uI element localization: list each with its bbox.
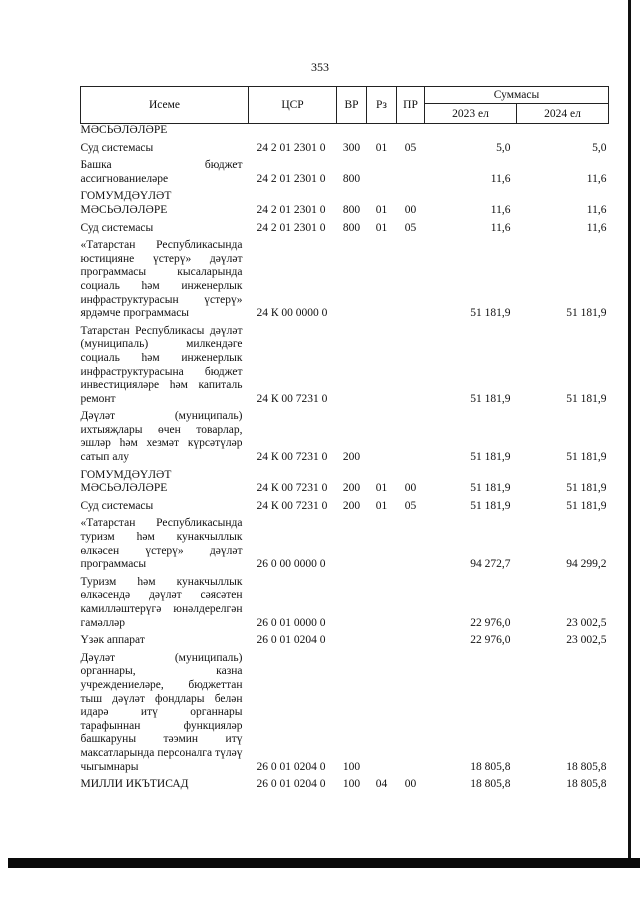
row-amount-2023 (425, 124, 517, 138)
row-amount-2023: 18 805,8 (470, 760, 511, 773)
header-year-2023: 2023 ел (425, 104, 517, 124)
row-vr (337, 321, 367, 407)
row-rz (367, 572, 397, 630)
row-pr (397, 648, 425, 774)
row-csr: 26 0 01 0000 0 (256, 616, 326, 629)
row-name: Татарстан Республикасы дәүләт (муниципаль) милкендәге социаль һәм инженерлык инфраструктурасына бюджет инвестицияләре һәм капиталь ремонт (80, 324, 243, 405)
table-header (81, 87, 609, 124)
row-csr: 24 К 00 7231 0 (256, 482, 328, 495)
row-pr (397, 155, 425, 186)
row-pr: 00 (404, 203, 417, 216)
row-pr: 00 (404, 482, 417, 495)
row-name: Үзәк аппарат (80, 634, 145, 647)
row-amount-2024: 94 299,2 (566, 558, 607, 571)
row-rz (367, 630, 397, 648)
row-name: «Татарстан Республикасында туризм һәм кунакчыллык өлкәсен үстерү» дәүләт программасы (80, 517, 243, 571)
row-rz: 01 (375, 141, 388, 154)
row-amount-2024: 11,6 (586, 221, 607, 234)
row-csr: 24 2 01 2301 0 (256, 221, 326, 234)
table-row (81, 465, 609, 496)
row-name: МӘСЬӘЛӘЛӘРЕ (80, 124, 168, 136)
scan-bottom-bar (8, 858, 640, 868)
table-row (81, 513, 609, 571)
row-amount-2023: 18 805,8 (470, 778, 511, 791)
row-amount-2024: 18 805,8 (566, 760, 607, 773)
row-vr: 100 (342, 760, 361, 773)
row-pr: 05 (404, 141, 417, 154)
header-name: Исеме (81, 87, 249, 124)
row-rz (367, 648, 397, 774)
table-row (81, 648, 609, 774)
row-rz (367, 235, 397, 321)
row-rz (367, 513, 397, 571)
row-pr (397, 513, 425, 571)
row-amount-2023: 11,6 (490, 203, 511, 216)
row-vr (337, 513, 367, 571)
row-amount-2024 (517, 124, 609, 138)
row-csr: 24 К 00 7231 0 (256, 392, 328, 405)
row-name: Дәүләт (муниципаль) органнары, казна учреждениеләре, бюджеттан тыш дәүләт фондлары белән идарә итү органнары тарафыннан функцияләр башкаруны тәэмин итү максатларында персоналга түләү чыгымнары (80, 651, 243, 773)
budget-table (80, 86, 609, 792)
row-vr: 200 (342, 482, 361, 495)
row-name: Суд системасы (80, 141, 154, 154)
row-vr: 100 (342, 778, 361, 791)
row-amount-2023: 51 181,9 (470, 392, 511, 405)
table-row (81, 155, 609, 186)
row-amount-2023: 11,6 (490, 172, 511, 185)
row-rz: 01 (375, 482, 388, 495)
row-amount-2023: 94 272,7 (470, 558, 511, 571)
row-name: ГОМУМДӘҮЛӘТ МӘСЬӘЛӘЛӘРЕ (80, 190, 172, 216)
row-csr: 24 2 01 2301 0 (256, 141, 326, 154)
row-amount-2024: 51 181,9 (566, 482, 607, 495)
header-sum: Суммасы (425, 87, 609, 104)
table-row (81, 572, 609, 630)
row-rz: 01 (375, 203, 388, 216)
row-vr: 800 (342, 203, 361, 216)
row-pr (397, 406, 425, 464)
row-csr: 26 0 00 0000 0 (256, 558, 326, 571)
row-csr: 26 0 01 0204 0 (256, 760, 326, 773)
row-pr: 00 (404, 778, 417, 791)
table-row (81, 218, 609, 236)
row-csr (249, 124, 337, 138)
row-rz: 01 (375, 221, 388, 234)
row-vr (337, 235, 367, 321)
row-amount-2023: 22 976,0 (470, 634, 511, 647)
row-amount-2023: 51 181,9 (470, 482, 511, 495)
row-amount-2024: 23 002,5 (566, 616, 607, 629)
table-row (81, 630, 609, 648)
row-amount-2023: 5,0 (496, 141, 511, 154)
row-pr (397, 630, 425, 648)
row-amount-2024: 18 805,8 (566, 778, 607, 791)
table-row (81, 138, 609, 156)
table-row (81, 124, 609, 138)
row-rz: 01 (375, 499, 388, 512)
table-row (81, 321, 609, 407)
row-csr: 26 0 01 0204 0 (256, 634, 326, 647)
table-row (81, 235, 609, 321)
row-amount-2024: 51 181,9 (566, 392, 607, 405)
row-amount-2023: 51 181,9 (470, 451, 511, 464)
table-body (81, 124, 609, 792)
row-name: Туризм һәм кунакчыллык өлкәсендә дәүләт сәясәтен камилләштерүгә юнәлдерелгән гамәлләр (80, 575, 243, 629)
row-rz (367, 155, 397, 186)
row-amount-2024: 51 181,9 (566, 451, 607, 464)
row-name: Башка бюджет ассигнованиеләре (80, 159, 243, 185)
header-rz: Рз (367, 87, 397, 124)
page-number: 353 (311, 60, 329, 74)
row-csr: 24 2 01 2301 0 (256, 203, 326, 216)
row-amount-2024: 5,0 (592, 141, 607, 154)
row-vr: 200 (342, 451, 361, 464)
row-name: Дәүләт (муниципаль) ихтыяҗлары өчен товарлар, эшләр һәм хезмәт күрсәтүләр сатып алу (80, 410, 243, 464)
row-csr: 24 К 00 7231 0 (256, 451, 328, 464)
row-vr (337, 572, 367, 630)
row-rz (367, 321, 397, 407)
row-vr (337, 630, 367, 648)
row-pr (397, 124, 425, 138)
row-amount-2023: 51 181,9 (470, 499, 511, 512)
table-row (81, 496, 609, 514)
row-pr: 05 (404, 221, 417, 234)
row-csr: 24 К 00 0000 0 (256, 307, 328, 320)
row-name: МИЛЛИ ИКЪТИСАД (80, 778, 189, 791)
row-name: Суд системасы (80, 499, 154, 512)
row-amount-2023: 51 181,9 (470, 307, 511, 320)
row-name: Суд системасы (80, 221, 154, 234)
row-csr: 24 К 00 7231 0 (256, 499, 328, 512)
row-rz: 04 (375, 778, 388, 791)
table-row (81, 774, 609, 792)
row-name: «Татарстан Республикасында юстицияне үстерү» дәүләт программасы кысаларында социаль һәм инженерлык инфраструктурасын үстерү» ярдәмче программасы (80, 239, 243, 320)
table-row (81, 186, 609, 217)
table-row (81, 406, 609, 464)
row-pr (397, 235, 425, 321)
row-amount-2024: 11,6 (586, 172, 607, 185)
scan-edge-line (628, 0, 631, 860)
row-csr: 26 0 01 0204 0 (256, 778, 326, 791)
header-vr: ВР (337, 87, 367, 124)
row-amount-2024: 51 181,9 (566, 499, 607, 512)
row-name: ГОМУМДӘҮЛӘТ МӘСЬӘЛӘЛӘРЕ (80, 468, 172, 495)
header-csr: ЦСР (249, 87, 337, 124)
row-vr: 200 (342, 499, 361, 512)
row-pr: 05 (404, 499, 417, 512)
row-amount-2024: 51 181,9 (566, 307, 607, 320)
row-pr (397, 321, 425, 407)
row-rz (367, 406, 397, 464)
row-vr: 300 (342, 141, 361, 154)
header-year-2024: 2024 ел (517, 104, 609, 124)
header-pr: ПР (397, 87, 425, 124)
row-amount-2023: 22 976,0 (470, 616, 511, 629)
row-vr: 800 (342, 172, 361, 185)
row-amount-2024: 23 002,5 (566, 634, 607, 647)
row-amount-2024: 11,6 (586, 203, 607, 216)
row-rz (367, 124, 397, 138)
row-vr: 800 (342, 221, 361, 234)
row-vr (337, 124, 367, 138)
row-pr (397, 572, 425, 630)
row-amount-2023: 11,6 (490, 221, 511, 234)
row-csr: 24 2 01 2301 0 (256, 172, 326, 185)
